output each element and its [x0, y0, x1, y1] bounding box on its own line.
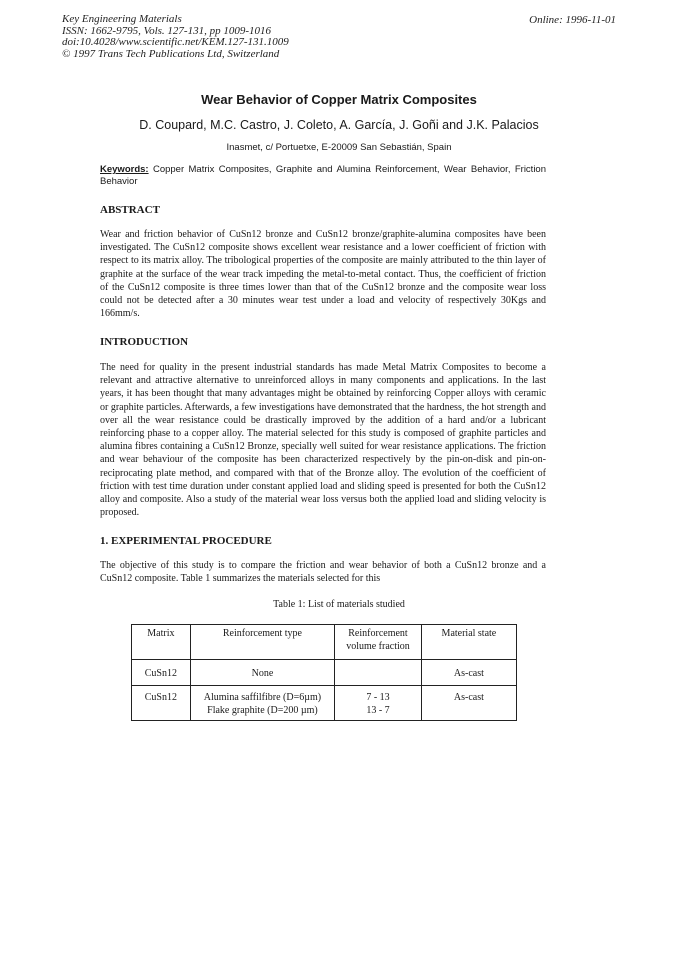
abstract-heading: ABSTRACT — [100, 204, 160, 216]
header-volume-fraction — [335, 625, 422, 660]
paper-title: Wear Behavior of Copper Matrix Composites — [201, 92, 477, 107]
materials-table — [131, 624, 517, 721]
table-row — [132, 686, 517, 721]
table-caption: Table 1: List of materials studied — [273, 599, 405, 610]
affiliation: Inasmet, c/ Portuetxe, E-20009 San Sebastián, Spain — [226, 142, 452, 153]
keywords-text: Copper Matrix Composites, Graphite and Alumina Reinforcement, Wear Behavior, Friction Behavior — [100, 164, 546, 187]
introduction-heading: INTRODUCTION — [100, 336, 189, 348]
cell-volume-fraction — [335, 686, 422, 721]
fraction-line-2: 13 - 7 — [366, 704, 390, 716]
cell-material-state: As-cast — [421, 686, 516, 721]
keywords-label: Keywords: — [100, 164, 149, 175]
cell-reinforcement-type — [190, 686, 334, 721]
journal-name: Key Engineering Materials — [62, 13, 182, 25]
doi-line: doi:10.4028/www.scientific.net/KEM.127-131.1009 — [62, 36, 289, 48]
keywords — [100, 164, 546, 188]
header-matrix: Matrix — [132, 625, 191, 660]
header-volume-fraction-line-2: volume fraction — [346, 640, 410, 652]
journal-header — [62, 14, 289, 60]
cell-matrix: CuSn12 — [132, 660, 191, 686]
cell-volume-fraction — [335, 660, 422, 686]
header-volume-fraction-line-1: Reinforcement — [348, 628, 408, 639]
introduction-text: The need for quality in the present industrial standards has made Metal Matrix Composites to become a relevant and attractive alternative to unreinforced alloys in many components and applications. In the last years, it has been thought that many advantages might be obtained by reinforcing Copper alloys with ceramic or graphite particles. Afterwards, a few investigations have demonstrated that the hardness, the hot strength and over all the wear resistance could be drastically improved by the addition of a hard and/or a lubricant reinforcing phase to a copper alloy. The material selected for this study is composed of graphite particles and alumina fibres containing a CuSn12 Bronze, specially well suited for wear resistance applications. The friction and wear behaviour of the composite has been characterized respectively by the pin-on-disk and pin-on-reciprocating plate method, and compared with that of the Bronze alloy. The evolution of the coefficient of friction with test time duration under constant applied load and sliding speed is presented for both the CuSn12 alloy and composite. Also a study of the material wear loss versus both the applied load and sliding velocity is proposed. — [100, 362, 546, 519]
fraction-line-1: 7 - 13 — [366, 692, 390, 703]
table-header-row — [132, 625, 517, 660]
copyright-line: © 1997 Trans Tech Publications Ltd, Switzerland — [62, 47, 280, 60]
author-list: D. Coupard, M.C. Castro, J. Coleto, A. García, J. Goñi and J.K. Palacios — [139, 118, 539, 132]
abstract-text: Wear and friction behavior of CuSn12 bronze and CuSn12 bronze/graphite-alumina composites have been investigated. The CuSn12 composite shows excellent wear resistance and a lower coefficient of friction with respect to its matrix alloy. The tribological properties of the composite are mainly attributed to the thin layer of graphite at the surface of the wear track impeding the metal-to-metal contact. Thus, the coefficient of friction of the CuSn12 composite is three times lower than that of the CuSn12 bronze and the composite wear loss could not be detected after a 30 minutes wear test under a load and velocity of respectively 30Kgs and 166mm/s. — [100, 229, 546, 320]
header-reinforcement-type: Reinforcement type — [190, 625, 334, 660]
reinforcement-line-1: Alumina saffilfibre (D=6µm) — [203, 692, 322, 703]
section-1-heading: 1. EXPERIMENTAL PROCEDURE — [100, 535, 272, 547]
section-1-text: The objective of this study is to compare the friction and wear behavior of both a CuSn12 bronze and a CuSn12 composite. Table 1 summarizes the materials selected for this — [100, 560, 546, 585]
header-material-state: Material state — [421, 625, 516, 660]
issn-line: ISSN: 1662-9795, Vols. 127-131, pp 1009-1016 — [62, 24, 271, 37]
table-row — [132, 660, 517, 686]
cell-reinforcement-type: None — [190, 660, 334, 686]
cell-matrix: CuSn12 — [132, 686, 191, 721]
cell-material-state: As-cast — [421, 660, 516, 686]
online-date: Online: 1996-11-01 — [529, 14, 616, 26]
reinforcement-line-2: Flake graphite (D=200 µm) — [207, 704, 318, 716]
